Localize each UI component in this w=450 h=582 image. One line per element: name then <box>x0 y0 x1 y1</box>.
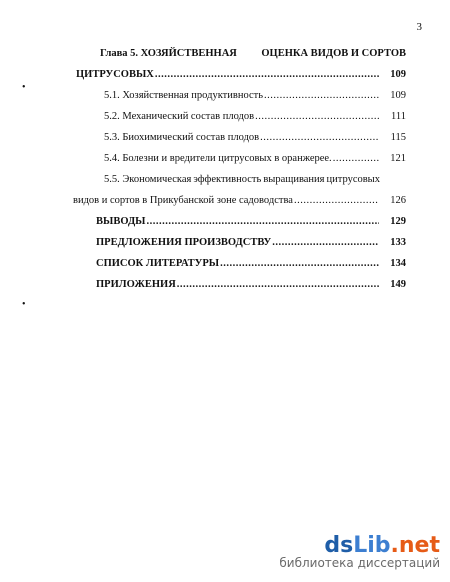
toc-entry-page: 126 <box>390 195 406 206</box>
toc-entry-page: 109 <box>390 69 406 80</box>
table-of-contents <box>73 48 406 300</box>
toc-entry-label: ЦИТРУСОВЫХ <box>76 69 154 80</box>
toc-entry-label: 5.3. Биохимический состав плодов <box>104 132 260 143</box>
toc-entry-5-5-word: выращивания <box>263 174 325 185</box>
dot-leader <box>333 153 379 164</box>
logo-ds: ds <box>324 533 354 558</box>
toc-entry-5-5[interactable] <box>73 195 406 216</box>
toc-entry-label: 5.1. Хозяйственная продуктивность <box>104 90 264 101</box>
logo-net: .net <box>390 533 440 558</box>
toc-entry-label: ВЫВОДЫ <box>96 216 146 227</box>
logo-lib: Lib <box>353 533 391 558</box>
dslib-watermark <box>279 533 440 570</box>
chapter-5-heading-part2: ОЦЕНКА ВИДОВ И СОРТОВ <box>261 48 406 59</box>
toc-entry-label: ПРЕДЛОЖЕНИЯ ПРОИЗВОДСТВУ <box>96 237 272 248</box>
toc-entry-label: СПИСОК ЛИТЕРАТУРЫ <box>96 258 220 269</box>
toc-entry-page: 121 <box>390 153 406 164</box>
dot-leader <box>294 195 379 206</box>
toc-entry-label: видов и сортов в Прикубанской зоне садоводства <box>73 195 293 206</box>
dot-leader <box>260 132 379 143</box>
toc-entry-page: 109 <box>390 90 406 101</box>
dot-leader <box>255 111 379 122</box>
toc-entry-5-4[interactable] <box>76 153 406 174</box>
toc-entry-5-5-word: цитрусовых <box>326 174 380 185</box>
toc-entry-appendices[interactable] <box>76 279 406 300</box>
chapter-5-heading-part1: Глава 5. ХОЗЯЙСТВЕННАЯ <box>100 48 237 59</box>
dot-leader <box>220 258 379 269</box>
bullet-mark: • <box>22 299 26 310</box>
toc-entry-5-1[interactable] <box>76 90 406 111</box>
toc-entry-label: ПРИЛОЖЕНИЯ <box>96 279 176 290</box>
dot-leader <box>155 69 379 80</box>
toc-entry-label: 5.4. Болезни и вредители цитрусовых в оранжерее. <box>104 153 332 164</box>
dslib-logo <box>324 533 440 558</box>
toc-entry-page: 111 <box>391 111 406 122</box>
dot-leader <box>147 216 380 227</box>
toc-entry-5-3[interactable] <box>76 132 406 153</box>
toc-entry-page: 133 <box>390 237 406 248</box>
toc-entry-page: 115 <box>390 132 406 143</box>
dot-leader <box>177 279 379 290</box>
toc-entry-5-5-word: эффективность <box>193 174 262 185</box>
toc-entry-conclusions[interactable] <box>76 216 406 237</box>
toc-entry-page: 129 <box>390 216 406 227</box>
toc-entry-page: 134 <box>390 258 406 269</box>
toc-entry-references[interactable] <box>76 258 406 279</box>
dot-leader <box>272 237 379 248</box>
dot-leader <box>264 90 379 101</box>
chapter-5-heading <box>76 48 406 69</box>
toc-entry-label: 5.2. Механический состав плодов <box>104 111 255 122</box>
toc-entry-chapter-5[interactable] <box>76 69 406 90</box>
watermark-subtitle: библиотека диссертаций <box>279 556 440 570</box>
toc-entry-5-5-line1 <box>76 174 406 195</box>
toc-entry-5-2[interactable] <box>76 111 406 132</box>
toc-entry-5-5-word: 5.5. Экономическая <box>104 174 192 185</box>
toc-entry-page: 149 <box>390 279 406 290</box>
toc-entry-recommendations[interactable] <box>76 237 406 258</box>
page-number: 3 <box>416 21 422 33</box>
bullet-mark: • <box>22 82 26 93</box>
